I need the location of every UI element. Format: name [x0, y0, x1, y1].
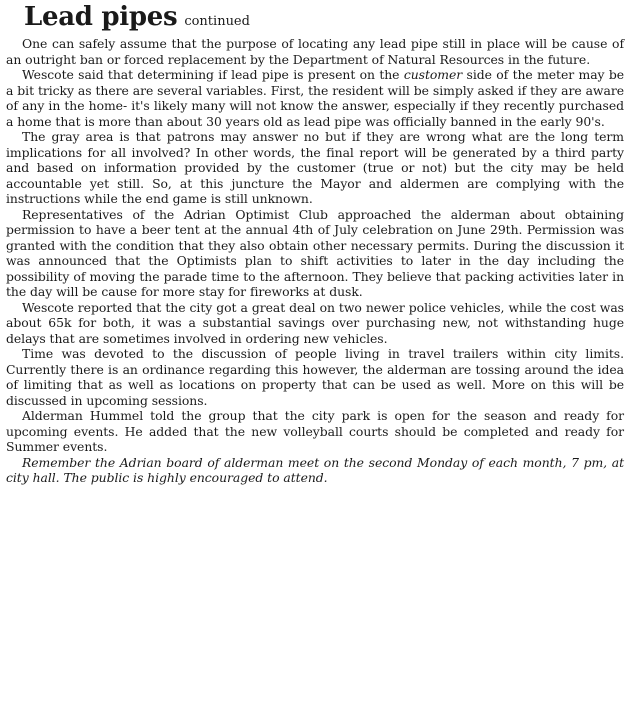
- article: [6, 0, 624, 486]
- paragraph-5: Wescote reported that the city got a great deal on two newer police vehicles, while the cost was about 65k for both, it was a substantial savings over purchasing new, not withstanding huge delays that are sometimes involved in ordering new vehicles.: [6, 299, 624, 346]
- headline-row: [6, 0, 624, 36]
- continued-label: continued: [184, 14, 250, 29]
- paragraph-7: Alderman Hummel told the group that the city park is open for the season and ready for upcoming events. He added that the new volleyball courts should be completed and ready for Summer events.: [6, 408, 624, 454]
- paragraph-3: The gray area is that patrons may answer no but if they are wrong what are the long term implications for all involved? In other words, the final report will be generated by a third party and based on information provided by the customer (true or not) but the city may be held accountable yet still. So, at this juncture the Mayor and aldermen are complying with the instructions while the end game is still unknown.: [6, 129, 624, 206]
- paragraph-6: Time was devoted to the discussion of people living in travel trailers within city limits. Currently there is an ordinance regarding this however, the alderman are tossing around the idea of limiting that as well as locations on property that can be used as well. More on this will be discussed in upcoming sessions.: [6, 346, 624, 408]
- paragraph-2-emphasis: customer: [403, 67, 463, 82]
- headline: Lead pipes: [24, 2, 178, 32]
- paragraph-2-after: side of the meter may be a bit tricky as there are several variables. First, the resident will be simply asked if they are aware of any in the home- it's likely many will not know the answer, especially if they recently purchased a home that is more than about 30 years old as lead pipe was officially banned in the early 90's.: [6, 67, 624, 129]
- paragraph-2-before: Wescote said that determining if lead pipe is present on the: [22, 67, 404, 82]
- paragraph-2: [6, 67, 624, 129]
- paragraph-4: Representatives of the Adrian Optimist Club approached the alderman about obtaining permission to have a beer tent at the annual 4th of July celebration on June 29th. Permission was granted with the condition that they also obtain other necessary permits. During the discussion it was announced that the Optimists plan to shift activities to later in the day including the possibility of moving the parade time to the afternoon. They believe that packing activities later in the day will be cause for more stay for fireworks at dusk.: [6, 206, 624, 299]
- paragraph-1: One can safely assume that the purpose of locating any lead pipe still in place will be cause of an outright ban or forced replacement by the Department of Natural Resources in the future.: [6, 36, 624, 67]
- closing-note: Remember the Adrian board of alderman meet on the second Monday of each month, 7 pm, at city hall. The public is highly encouraged to attend.: [6, 454, 624, 485]
